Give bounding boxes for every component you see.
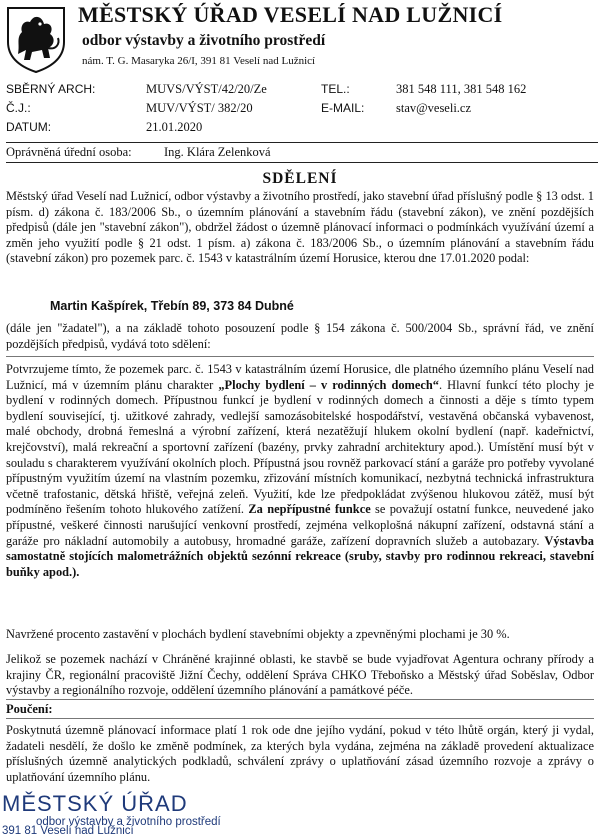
warning-paragraph: Poskytnutá územně plánovací informace platí 1 rok ode dne jejího vydání, pokud v této lhůtě orgán, který ji vydal, žadateli nesdělí, že došlo ke změně podmínek, za kterých byla vydána, zejména na základě provedení aktualizace příslušných územně analytických podkladů, schválení zprávy o uplatňování zásad územního rozvoje a zprávy o uplatňování územního plánu. — [6, 723, 594, 784]
protected-area-paragraph: Jelikož se pozemek nachází v Chráněné krajinné oblasti, ke stavbě se bude vyjadřovat Agentura ochrany přírody a krajiny ČR, regionální pracoviště Jižní Čechy, oddělení Správa CHKO Třeboňsko a Městský úřad Soběslav, Odbor výstavby a regionálního rozvoje, oddělení územního plánování a památkové péče. — [6, 652, 594, 698]
stamp-line-department: odbor výstavby a životního prostředí — [36, 816, 221, 828]
file-value: MUVS/VÝST/42/20/Ze — [146, 82, 267, 96]
divider — [6, 356, 594, 357]
office-address: nám. T. G. Masaryka 26/I, 391 81 Veselí nad Lužnicí — [82, 55, 316, 67]
file-label: SBĚRNÝ ARCH: — [6, 82, 96, 96]
after-applicant-paragraph: (dále jen "žadatel"), a na základě tohoto posouzení podle § 154 zákona č. 500/2004 Sb., správní řád, ve znění pozdějších předpisů, vydává toto sdělení: — [6, 321, 594, 351]
stamp-line-address: 391 81 Veselí nad Lužnicí — [2, 825, 134, 837]
prohibited-structures: Výstavba samostatně stojících malometrážních objektů sezónní rekreace (sruby, stavby pro rodinnou rekreaci, stavební buňky apod.). — [6, 533, 594, 579]
date-label: DATUM: — [6, 120, 52, 134]
email-label: E-MAIL: — [321, 101, 365, 115]
authorized-label: Oprávněná úřední osoba: — [6, 145, 132, 159]
date-value: 21.01.2020 — [146, 120, 203, 134]
zoning-type: „Plochy bydlení – v rodinných domech“ — [218, 377, 439, 392]
tel-value: 381 548 111, 381 548 162 — [396, 82, 527, 96]
ref-value: MUV/VÝST/ 382/20 — [146, 101, 253, 115]
ref-label: Č.J.: — [6, 101, 31, 115]
warning-title: Poučení: — [6, 702, 53, 716]
tel-label: TEL.: — [321, 82, 350, 96]
prohibited-label: Za nepřípustné funkce — [248, 502, 371, 517]
stamp-title: MĚSTSKÝ ÚŘAD — [2, 791, 188, 816]
divider — [6, 718, 594, 719]
coverage-paragraph: Navržené procento zastavění v plochách bydlení stavebními objekty a zpevněnými plochami je 30 %. — [6, 627, 510, 641]
confirmation-paragraph: Potvrzujeme tímto, že pozemek parc. č. 1543 v katastrálním území Horusice, dle platného územního plánu Veselí nad Lužnicí, má v územním plánu charakter „Plochy bydlení – v rodinných domech“. Hlavní funkcí této plochy je bydlení v rodinných domech. Přípustnou funkcí je bydlení v rodinných domech a činnosti a děje s tímto typem bydlení související, tj. užitkové zahrady, vedlejší samozásobitelské hospodářství, vestavěná občanská vybavenost, malé obchody, drobná řemeslná a výrobní zařízení, která nezatěžují hlukem okolní bydlení (např. kadeřnictví, krejčovství), malá rekreační a sportovní zařízení (bazény, prvky zahradní architektury apod.). Umístění musí být v souladu s charakterem využívání okolních ploch. Přípustná jsou rovněž parkovací stání a garáže pro potřeby vyvolané přípustným využitím území na vlastním pozemku, zřizování místních komunikací, nezbytná technická infrastruktura včetně trafostanic, dětská hřiště, veřejná zeleň. Využití, kde lze předpokládat zvýšenou hlukovou zátěž, musí být podmíněno řešením tohoto hlukového zatížení. Za nepřípustné funkce se považují ostatní funkce, neuvedené jako přípustné, veškeré činnosti narušující venkovní prostředí, zejména velkoplošná nákupní zařízení, odstavná stání a garáže pro nákladní automobily a autobusy, hromadné garáže, zařízení dopravních služeb a autobazary. Výstavba samostatně stojících malometrážních objektů sezónní rekreace (sruby, stavby pro rodinnou rekreaci, stavební buňky apod.). — [6, 362, 594, 579]
intro-paragraph: Městský úřad Veselí nad Lužnicí, odbor výstavby a životního prostředí, jako stavební úřad příslušný podle § 13 odst. 1 písm. d) zákona č. 183/2006 Sb., o územním plánování a stavebním řádu (stavební zákon), ve znění pozdějších předpisů (dále jen "stavební zákon"), obdržel žádost o územně plánovací informaci o podmínkách využívání území a změn jeho využití podle § 21 odst. 1 písm. a) zákona č. 183/2006 Sb., o územním plánování a stavebním řádu (stavební zákon) pro pozemek parc. č. 1543 v katastrálním území Horusice, kterou dne 17.01.2020 podal: — [6, 189, 594, 266]
office-name: MĚSTSKÝ ÚŘAD VESELÍ NAD LUŽNICÍ — [78, 2, 503, 27]
authorized-value: Ing. Klára Zelenková — [164, 145, 271, 159]
lion-coat-of-arms-icon — [4, 4, 68, 74]
applicant: Martin Kašpírek, Třebín 89, 373 84 Dubné — [50, 299, 294, 313]
email-value: stav@veseli.cz — [396, 101, 472, 115]
authorized-person-row — [6, 142, 598, 163]
department-name: odbor výstavby a životního prostředí — [82, 32, 326, 49]
divider — [6, 699, 594, 700]
document-title: SDĚLENÍ — [262, 170, 338, 187]
